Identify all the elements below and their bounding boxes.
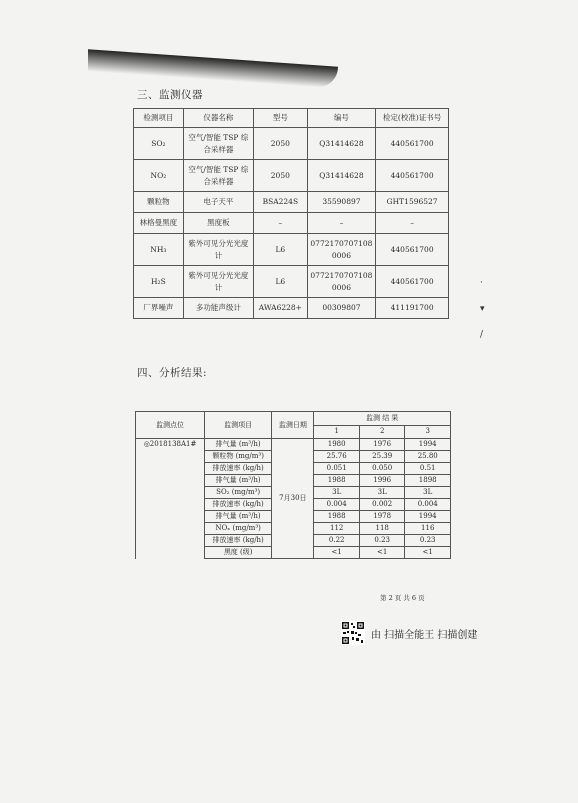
page-number: 第 2 页 共 6 页: [380, 594, 425, 602]
header-date: 监测日期: [272, 412, 314, 439]
table-row: 林格曼黑度 黑度板 – – –: [134, 213, 449, 234]
scan-shadow: [88, 49, 338, 88]
results-table: 监测点位 监测项目 监测日期 监测 结 果 1 2 3 ◎2018138A1# 排气量 (m³/h) 7月30日 1980 1976 1994 颗粒物 (mg/m³) 25.76 25.39 25.80 排放速率 (kg/h) 0.051 0.050 0.51 排气量 (m³/h) 1988 1996 1898 SO₂ (mg/m³) 3L 3L 3L 排放速率 (kg/h) 0.004 0.002 0.004 排气量 (m³/h) 1988 1978 1994 NOₓ (mg/m³) 112 118 116 排放速率 (kg/h) 0.22 0.23 0.23 黑度 (级) <1 <1 <1: [135, 411, 451, 559]
table-row: H₂S 紫外可见分光光度计 L6 0772170707108 0006 440561700: [134, 266, 449, 298]
table-header-row: [134, 109, 449, 128]
monitoring-date: 7月30日: [272, 439, 314, 559]
table-row: ◎2018138A1# 排气量 (m³/h) 7月30日 1980 1976 1994: [136, 439, 451, 451]
table-row: 黑度 (级) <1 <1 <1: [136, 547, 451, 559]
header-point: 监测点位: [136, 412, 205, 439]
section3-title: 三、监测仪器: [137, 89, 203, 101]
header-model: 型号: [254, 109, 308, 128]
header-name: 仪器名称: [183, 109, 253, 128]
monitoring-point: ◎2018138A1#: [136, 439, 205, 559]
header-cert: 检定(校准)证书号: [376, 109, 449, 128]
header-item: 监测项目: [205, 412, 272, 439]
section4-title: 四、分析结果:: [137, 367, 208, 379]
table-row: 排放速率 (kg/h) 0.051 0.050 0.51: [136, 463, 451, 475]
table-row: 排气量 (m³/h) 1988 1978 1994: [136, 511, 451, 523]
watermark-text: 由 扫描全能王 扫描创建: [371, 629, 478, 641]
table-row: NH₃ 紫外可见分光光度计 L6 0772170707108 0006 440561700: [134, 234, 449, 266]
table-row: SO₂ (mg/m³) 3L 3L 3L: [136, 487, 451, 499]
table-row: NO₂ 空气/智能 TSP 综合采样器 2050 Q31414628 440561700: [134, 160, 449, 192]
table-row: NOₓ (mg/m³) 112 118 116: [136, 523, 451, 535]
header-number: 编号: [307, 109, 376, 128]
instrument-table: [133, 108, 449, 319]
table-row: 排放速率 (kg/h) 0.004 0.002 0.004: [136, 499, 451, 511]
table-row: 排放速率 (kg/h) 0.22 0.23 0.23: [136, 535, 451, 547]
qr-code-icon: [341, 621, 365, 645]
table-row: 颗粒物 电子天平 BSA224S 35590897 GHT1596527: [134, 192, 449, 213]
table-row: 排气量 (m³/h) 1988 1996 1898: [136, 475, 451, 487]
header-item: 检测项目: [134, 109, 184, 128]
edge-scan-marks: · ▾ /: [480, 278, 485, 340]
table-row: SO₂ 空气/智能 TSP 综合采样器 2050 Q31414628 440561700: [134, 128, 449, 160]
scanner-watermark: [341, 621, 477, 645]
table-row: 厂界噪声 多功能声级计 AWA6228+ 00309807 411191700: [134, 298, 449, 319]
header-results: 监测 结 果: [314, 412, 451, 426]
table-row: 颗粒物 (mg/m³) 25.76 25.39 25.80: [136, 451, 451, 463]
